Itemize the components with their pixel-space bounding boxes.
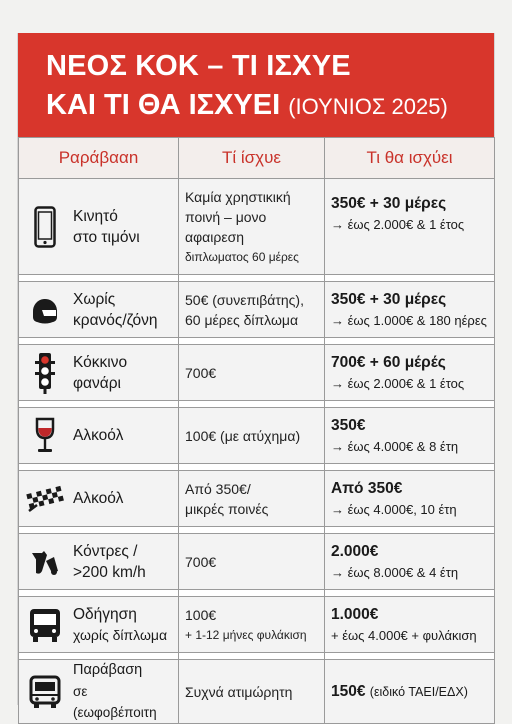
new-penalty-cell: 350€ + 30 μέρες → έως 2.000€ & 1 έτος: [325, 179, 495, 275]
new-penalty-cell: 350€ → έως 4.000€ & 8 έτη: [325, 408, 495, 464]
violation-cell: Αλκοόλ: [19, 471, 179, 527]
table-row: [19, 179, 495, 275]
violation-cell: Αλκοόλ: [19, 408, 179, 464]
checkered-flag-icon: [25, 477, 65, 521]
table-row: [19, 471, 495, 527]
helmet-icon: [25, 288, 65, 332]
table-row: [19, 534, 495, 590]
table-row: [19, 660, 495, 724]
violation-cell: Κινητό στο τιμόνι: [19, 179, 179, 275]
old-penalty-cell: Από 350€/ μικρές ποινές: [179, 471, 325, 527]
violation-cell: Οδήγηση χωρίς δίπλωμα: [19, 597, 179, 653]
header-banner: [18, 33, 494, 137]
fines-comparison-table: [18, 137, 495, 724]
new-penalty-cell: 350€ + 30 μέρες → έως 1.000€ & 180 ηέρες: [325, 282, 495, 338]
column-header-before: Τί ίσχυε: [179, 138, 325, 179]
racing-car-icon: [25, 540, 65, 584]
column-header-violation: Ραράβααn: [19, 138, 179, 179]
table-row: [19, 597, 495, 653]
column-header-after: Τι θα ισχύει: [325, 138, 495, 179]
violation-cell: Κόντρες / >200 km/h: [19, 534, 179, 590]
table-row: [19, 408, 495, 464]
old-penalty-cell: Καμία χρηστικική ποινή – μονο αφαιρεση διπλωματος 60 μέρες: [179, 179, 325, 275]
old-penalty-cell: Συχνά ατιμώρητη: [179, 660, 325, 724]
old-penalty-cell: 700€: [179, 345, 325, 401]
violation-cell: Χωρίς κρανός/ζόνη: [19, 282, 179, 338]
bus-front-icon: [25, 670, 65, 714]
new-penalty-cell: Από 350€ → έως 4.000€, 10 έτη: [325, 471, 495, 527]
old-penalty-cell: 100€ (με ατύχημα): [179, 408, 325, 464]
violation-cell: Κόκκινο φανάρι: [19, 345, 179, 401]
violation-cell: Παράβαση σε (εωφοβέποιτη: [19, 660, 179, 724]
new-penalty-cell: 700€ + 60 μέρές → έως 2.000€ & 1 έτος: [325, 345, 495, 401]
title-date: (ΙΟΥΝΙΟΣ 2025): [288, 94, 448, 119]
new-penalty-cell: 1.000€ + έως 4.000€ + φυλάκιση: [325, 597, 495, 653]
wine-glass-icon: [25, 414, 65, 458]
traffic-light-icon: [25, 351, 65, 395]
new-penalty-cell: 150€ (ειδικό ΤΑΕΙ/ΕΔΧ): [325, 660, 495, 724]
old-penalty-cell: 700€: [179, 534, 325, 590]
new-penalty-cell: 2.000€ → έως 8.000€ & 4 έτη: [325, 534, 495, 590]
page-subtitle: ΚΑΙ ΤΙ ΘΑ ΙΣΧΥΕΙ (ΙΟΥΝΙΟΣ 2025): [46, 89, 448, 121]
bus-icon: [25, 603, 65, 647]
mobile-phone-icon: [25, 205, 65, 249]
table-row: [19, 345, 495, 401]
table-row: [19, 282, 495, 338]
fines-table-card: [17, 33, 495, 720]
page-title: ΝΕΟΣ ΚΟΚ – ΤΙ ΙΣΧΥΕ: [46, 50, 351, 82]
old-penalty-cell: 50€ (συνεπιβάτης), 60 μέρες δίπλωμα: [179, 282, 325, 338]
old-penalty-cell: 100€ + 1-12 μήνες φυλάκιση: [179, 597, 325, 653]
table-header-row: [19, 138, 495, 179]
